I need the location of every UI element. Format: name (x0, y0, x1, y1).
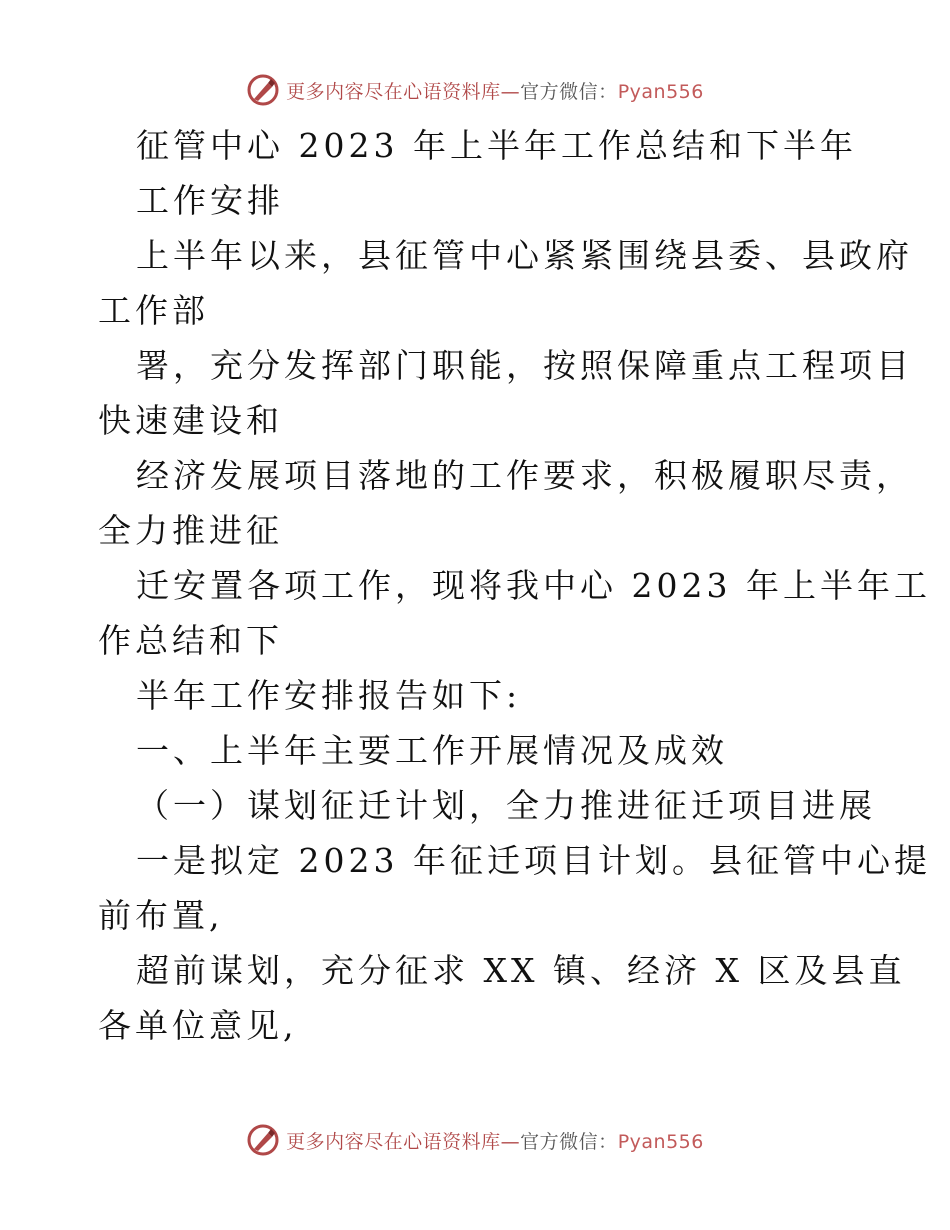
watermark-main: 更多内容尽在心语资料库 (286, 80, 501, 103)
document-line: 一、上半年主要工作开展情况及成效 (136, 731, 728, 770)
document-line: 半年工作安排报告如下: (136, 676, 522, 715)
watermark-wechat-id: Pyan556 (617, 1130, 704, 1153)
watermark-text (286, 1127, 704, 1154)
document-line: 署，充分发挥部门职能，按照保障重点工程项目 (136, 346, 913, 385)
watermark-wechat-label: 官方微信： (520, 1130, 618, 1153)
watermark-wechat-id: Pyan556 (617, 80, 704, 103)
watermark-main: 更多内容尽在心语资料库 (286, 1130, 501, 1153)
document-line: 经济发展项目落地的工作要求，积极履职尽责， (136, 456, 913, 495)
watermark-banner-bottom (0, 1120, 950, 1160)
watermark-wechat-label: 官方微信： (520, 80, 618, 103)
document-line: 各单位意见, (98, 1006, 298, 1045)
watermark-banner-top (0, 70, 950, 110)
document-line: 一是拟定 2023 年征迁项目计划。县征管中心提 (136, 841, 931, 880)
pen-logo-icon (246, 1123, 280, 1157)
document-line: 超前谋划，充分征求 XX 镇、经济 X 区及县直 (136, 951, 906, 990)
document-line: 工作部 (98, 291, 209, 330)
document-body (98, 118, 931, 1053)
document-line: 上半年以来，县征管中心紧紧围绕县委、县政府 (136, 236, 913, 275)
document-line: 前布置, (98, 896, 224, 935)
watermark-dash: — (500, 1130, 521, 1153)
document-line: 全力推进征 (98, 511, 283, 550)
document-line: 迁安置各项工作，现将我中心 2023 年上半年工 (136, 566, 931, 605)
document-line: 快速建设和 (98, 401, 283, 440)
document-line: 征管中心 2023 年上半年工作总结和下半年 (136, 126, 857, 165)
watermark-text (286, 77, 704, 104)
document-line: 作总结和下 (98, 621, 283, 660)
document-line: 工作安排 (136, 181, 284, 220)
document-line: （一）谋划征迁计划，全力推进征迁项目进展 (136, 786, 876, 825)
watermark-dash: — (500, 80, 521, 103)
pen-logo-icon (246, 73, 280, 107)
